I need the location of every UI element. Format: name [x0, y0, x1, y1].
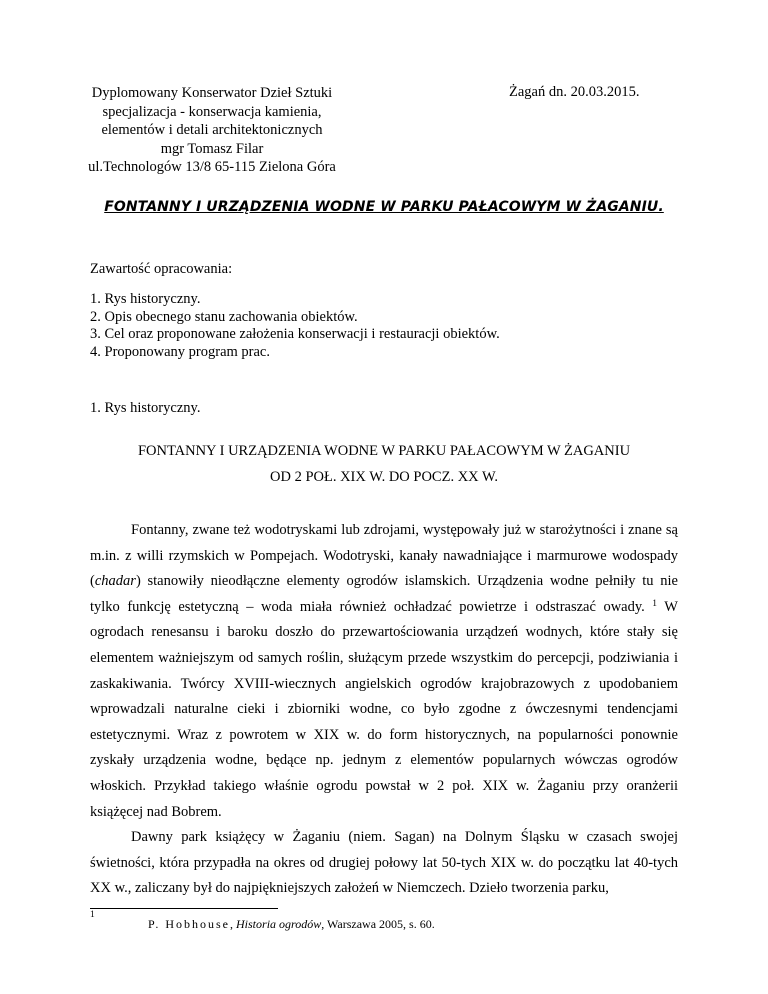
paragraph — [90, 518, 678, 825]
text-run: Fontanny, zwane też wodotryskami lub zdrojami, występowały już w starożytności i znane są m.in. z willi rzymskich w Pompejach. Wodotryski, kanały nawadniające i marmurowe wodospady ( — [90, 522, 678, 590]
section-subtitle-dates: OD 2 POŁ. XIX W. DO POCZ. XX W. — [270, 469, 498, 485]
text-run: W ogrodach renesansu i baroku doszło do przewartościowania urządzeń wodnych, które stały się elementem ważniejszym od samych roślin, służącym przede wszystkim do percepcji, podziwiania i zaskakiwania. Twórcy XVIII-wiecznych angielskich ogrodów krajobrazowych z upodobaniem wprowadzali naturalne cieki i zbiorniki wodne, co było zgodne z ówczesnymi tendencjami estetycznymi. Wraz z powrotem w XIX w. do form historycznych, na popularności ponownie zyskały urządzenia wodne, będące np. jednym z elementów popularnych wówczas ogrodów włoskich. Przykład takiego właśnie ogrodu powstał w 2 poł. XIX w. Żaganiu przy oranżerii książęcej nad Bobrem. — [90, 598, 678, 820]
italic-term: chadar — [94, 573, 136, 590]
footnote-book-title: Historia ogrodów — [236, 917, 322, 931]
text-run: ) stanowiły nieodłączne elementy ogrodów islamskich. Urządzenia wodne pełniły tu nie tylko funkcję estetyczną – woda miała również ochładzać powietrze i odstraszać owady. — [90, 573, 678, 615]
toc-heading: Zawartość opracowania: — [90, 261, 233, 277]
footnote-reference[interactable]: 1 — [652, 598, 658, 609]
body-text — [90, 518, 678, 902]
section-heading: 1. Rys historyczny. — [90, 400, 201, 416]
section-subtitle: FONTANNY I URZĄDZENIA WODNE W PARKU PAŁACOWYM W ŻAGANIU — [137, 443, 631, 459]
paragraph: Dawny park książęcy w Żaganiu (niem. Sagan) na Dolnym Śląsku w czasach swojej świetności, która przypadła na okres od drugiej połowy lat 50-tych XIX w. do początku lat 40-tych XX w., zaliczany był do najpiękniejszych założeń w Niemczech. Dzieło tworzenia parku, — [90, 829, 678, 897]
toc-item: 1. Rys historyczny. — [90, 291, 201, 307]
author-block — [62, 84, 362, 177]
footnote-divider — [90, 908, 278, 909]
footnote-author: P. Hobhouse — [148, 917, 231, 931]
footnote-text — [148, 917, 435, 932]
footnote-publication: , Warszawa 2005, s. 60. — [321, 917, 435, 931]
toc-item: 4. Proponowany program prac. — [90, 343, 270, 360]
document-title: FONTANNY I URZĄDZENIA WODNE W PARKU PAŁACOWYM W ŻAGANIU. — [104, 199, 664, 215]
toc-item: 3. Cel oraz proponowane założenia konserwacji i restauracji obiektów. — [90, 326, 500, 342]
document-date: Żagań dn. 20.03.2015. — [509, 84, 640, 100]
toc-item: 2. Opis obecnego stanu zachowania obiektów. — [90, 308, 358, 325]
table-of-contents — [90, 291, 500, 361]
footnote-number: 1 — [90, 910, 95, 920]
footnote-separator: , — [230, 917, 237, 931]
author-line: ul.Technologów 13/8 65-115 Zielona Góra — [88, 159, 336, 175]
author-line: specjalizacja - konserwacja kamienia, — [102, 103, 322, 120]
author-line: elementów i detali architektonicznych — [101, 122, 323, 138]
author-line: mgr Tomasz Filar — [160, 140, 264, 157]
author-line: Dyplomowany Konserwator Dzieł Sztuki — [91, 85, 333, 101]
